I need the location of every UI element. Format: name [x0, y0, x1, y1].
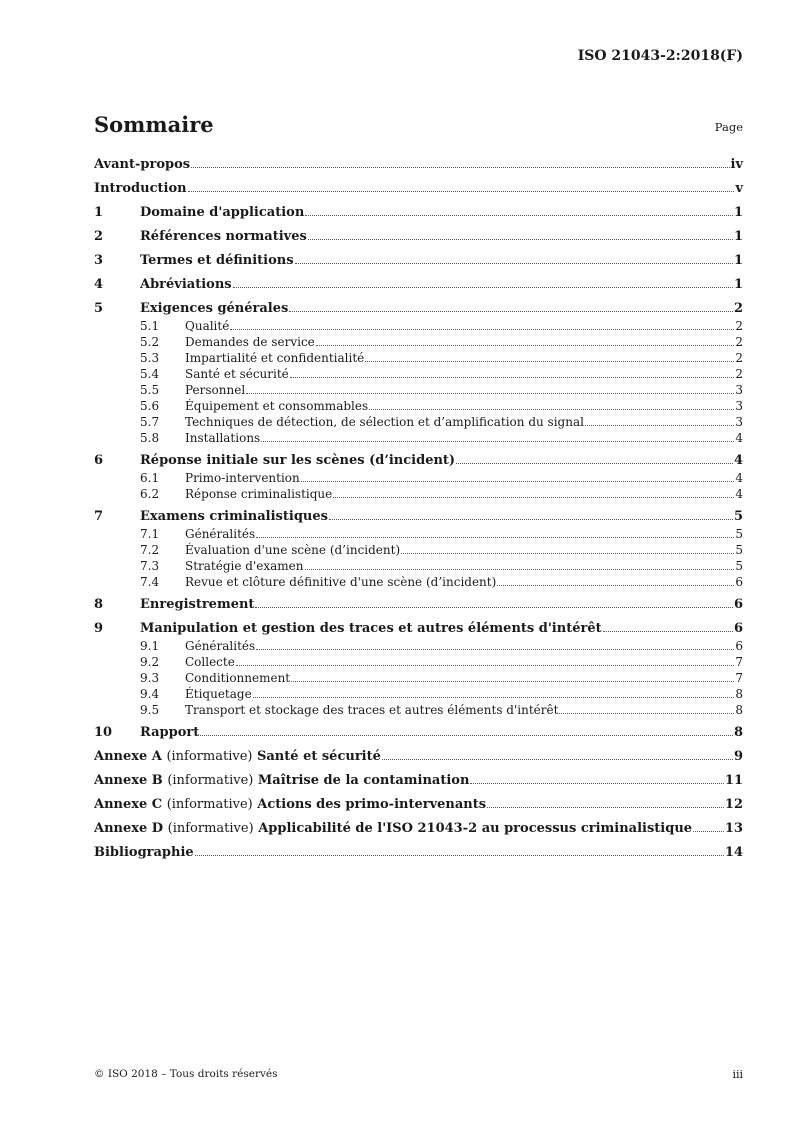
toc-entry-number: 7.3	[140, 559, 160, 573]
dot-leader	[497, 585, 734, 586]
toc-entry[interactable]	[94, 334, 743, 350]
toc-entry-title	[94, 748, 381, 766]
toc-entry-title: Rapport	[140, 725, 200, 740]
toc-entry-page: 5	[735, 527, 743, 541]
toc-entry-page: 2	[735, 351, 743, 365]
toc-entry-number: 5.1	[140, 319, 160, 333]
toc-entry-page: iv	[730, 157, 743, 172]
toc-entry-number: 5.2	[140, 335, 160, 349]
toc-entry-title: Généralités	[185, 527, 256, 541]
toc-entry[interactable]	[94, 670, 743, 686]
toc-entry-number: 5.8	[140, 431, 160, 445]
toc-entry-page: 4	[735, 487, 743, 501]
toc-entry-number: 9.5	[140, 703, 160, 717]
toc-entry-title: Qualité	[185, 319, 230, 333]
toc-entry[interactable]	[94, 686, 743, 702]
dot-leader	[195, 855, 724, 856]
toc-entry-page: 2	[735, 319, 743, 333]
dot-leader	[295, 263, 733, 264]
toc-entry[interactable]	[94, 542, 743, 558]
toc-entry-number: 3	[94, 253, 104, 268]
toc-entry[interactable]	[94, 638, 743, 654]
dot-leader	[585, 425, 734, 426]
toc-entry-page: 8	[733, 725, 743, 740]
toc-entry-page: 7	[735, 655, 743, 669]
dot-leader	[559, 713, 734, 714]
toc-entry-number: 4	[94, 277, 104, 292]
toc-entry-title: Avant-propos	[94, 157, 191, 172]
dot-leader	[291, 681, 734, 682]
toc-entry-number: 7.2	[140, 543, 160, 557]
toc-entry-page: 12	[724, 797, 743, 812]
toc-entry-title: Références normatives	[140, 229, 307, 244]
toc-entry-page: 1	[733, 229, 743, 244]
toc-entry-page: 8	[735, 703, 743, 717]
toc-entry-number: 7.1	[140, 527, 160, 541]
dot-leader	[301, 481, 735, 482]
toc-entry-title: Primo-intervention	[185, 471, 300, 485]
toc-entry[interactable]	[94, 204, 743, 222]
toc-entry-title: Termes et définitions	[140, 253, 294, 268]
toc-entry-title: Équipement et consommables	[185, 399, 369, 413]
toc-entry-title	[94, 820, 692, 838]
toc-entry[interactable]	[94, 844, 743, 862]
toc-entry-page: 6	[735, 639, 743, 653]
toc-entry-title	[94, 796, 486, 814]
toc-entry-title: Installations	[185, 431, 261, 445]
dot-leader	[308, 239, 733, 240]
toc-entry[interactable]	[94, 558, 743, 574]
toc-entry-page: 2	[735, 335, 743, 349]
dot-leader	[246, 393, 734, 394]
dot-leader	[369, 409, 734, 410]
annex-label: Annexe A	[94, 749, 162, 764]
toc-entry-number: 8	[94, 597, 104, 612]
toc-entry[interactable]	[94, 300, 743, 318]
toc-entry-number: 6	[94, 453, 104, 468]
dot-leader	[603, 631, 733, 632]
toc-entry[interactable]	[94, 772, 743, 790]
toc-entry-title: Personnel	[185, 383, 246, 397]
table-of-contents	[94, 156, 743, 862]
toc-entry[interactable]	[94, 796, 743, 814]
dot-leader	[253, 697, 735, 698]
toc-entry-page: 4	[735, 431, 743, 445]
toc-entry-page: 14	[724, 845, 743, 860]
toc-entry-number: 7	[94, 509, 104, 524]
toc-entry-title: Transport et stockage des traces et autres éléments d'intérêt	[185, 703, 559, 717]
dot-leader	[256, 649, 734, 650]
toc-entry[interactable]	[94, 228, 743, 246]
toc-entry[interactable]	[94, 382, 743, 398]
toc-entry-number: 5.3	[140, 351, 160, 365]
toc-entry-page: 3	[735, 399, 743, 413]
dot-leader	[382, 759, 733, 760]
toc-entry-number: 9.3	[140, 671, 160, 685]
toc-entry-number: 2	[94, 229, 104, 244]
toc-entry[interactable]	[94, 702, 743, 718]
annex-note: (informative)	[166, 749, 253, 764]
toc-entry[interactable]	[94, 252, 743, 270]
toc-entry-title: Enregistrement	[140, 597, 255, 612]
toc-entry-page: v	[735, 181, 743, 196]
dot-leader	[236, 665, 735, 666]
toc-entry[interactable]	[94, 724, 743, 742]
toc-entry-number: 5.7	[140, 415, 160, 429]
toc-entry-number: 6.1	[140, 471, 160, 485]
toc-entry[interactable]	[94, 156, 743, 174]
toc-entry-page: 3	[735, 383, 743, 397]
toc-entry[interactable]	[94, 414, 743, 430]
toc-entry-title: Manipulation et gestion des traces et autres éléments d'intérêt	[140, 621, 602, 636]
dot-leader	[316, 345, 735, 346]
toc-entry-title: Domaine d'application	[140, 205, 305, 220]
dot-leader	[290, 377, 735, 378]
toc-entry[interactable]	[94, 398, 743, 414]
toc-entry-title: Stratégie d'examen	[185, 559, 304, 573]
toc-entry-page: 5	[733, 509, 743, 524]
toc-entry[interactable]	[94, 470, 743, 486]
toc-entry[interactable]	[94, 430, 743, 446]
toc-entry[interactable]	[94, 508, 743, 526]
annex-title: Applicabilité de l'ISO 21043-2 au processus criminalistique	[258, 821, 693, 836]
dot-leader	[305, 215, 733, 216]
dot-leader	[230, 329, 734, 330]
dot-leader	[289, 311, 733, 312]
page-column-label: Page	[714, 120, 743, 134]
annex-label: Annexe C	[94, 797, 163, 812]
toc-entry-title: Examens criminalistiques	[140, 509, 328, 524]
toc-entry-page: 9	[733, 749, 743, 764]
toc-entry-number: 6.2	[140, 487, 160, 501]
toc-entry[interactable]	[94, 748, 743, 766]
toc-entry-title: Réponse criminalistique	[185, 487, 333, 501]
toc-entry-page: 2	[735, 367, 743, 381]
toc-entry-page: 4	[735, 471, 743, 485]
toc-entry-title: Évaluation d'une scène (d’incident)	[185, 543, 401, 557]
dot-leader	[233, 287, 733, 288]
toc-entry-title: Exigences générales	[140, 301, 289, 316]
annex-note: (informative)	[167, 773, 254, 788]
toc-entry-title: Bibliographie	[94, 845, 194, 860]
toc-entry[interactable]	[94, 620, 743, 638]
toc-entry-title: Collecte	[185, 655, 235, 669]
toc-entry-page: 1	[733, 253, 743, 268]
dot-leader	[487, 807, 724, 808]
toc-entry-page: 1	[733, 205, 743, 220]
toc-entry[interactable]	[94, 318, 743, 334]
dot-leader	[456, 463, 733, 464]
annex-label: Annexe D	[94, 821, 164, 836]
toc-entry-title	[94, 772, 469, 790]
dot-leader	[261, 441, 734, 442]
page-title: Sommaire	[94, 112, 214, 137]
toc-entry-number: 5.6	[140, 399, 160, 413]
dot-leader	[200, 735, 733, 736]
toc-entry-title: Introduction	[94, 181, 187, 196]
toc-entry-title: Réponse initiale sur les scènes (d’incident)	[140, 453, 456, 468]
toc-entry-page: 7	[735, 671, 743, 685]
dot-leader	[693, 831, 724, 832]
dot-leader	[365, 361, 734, 362]
toc-entry[interactable]	[94, 654, 743, 670]
toc-entry-title: Santé et sécurité	[185, 367, 289, 381]
dot-leader	[188, 191, 735, 192]
toc-entry-number: 9	[94, 621, 104, 636]
toc-entry-page: 11	[724, 773, 743, 788]
toc-entry[interactable]	[94, 180, 743, 198]
toc-entry-page: 6	[735, 575, 743, 589]
toc-entry-page: 13	[724, 821, 743, 836]
dot-leader	[470, 783, 723, 784]
footer-copyright: © ISO 2018 – Tous droits réservés	[94, 1068, 278, 1080]
toc-entry-page: 6	[733, 621, 743, 636]
toc-entry-title: Techniques de détection, de sélection et d’amplification du signal	[185, 415, 584, 429]
dot-leader	[255, 607, 733, 608]
document-header-id: ISO 21043-2:2018(F)	[577, 48, 743, 64]
annex-title: Actions des primo-intervenants	[257, 797, 487, 812]
toc-entry[interactable]	[94, 276, 743, 294]
dot-leader	[329, 519, 733, 520]
toc-entry-title: Étiquetage	[185, 687, 252, 701]
toc-entry-title: Impartialité et confidentialité	[185, 351, 365, 365]
toc-entry[interactable]	[94, 366, 743, 382]
toc-entry-page: 6	[733, 597, 743, 612]
toc-entry-page: 1	[733, 277, 743, 292]
toc-entry[interactable]	[94, 820, 743, 838]
toc-entry[interactable]	[94, 526, 743, 542]
toc-entry-page: 8	[735, 687, 743, 701]
toc-entry-title: Revue et clôture définitive d'une scène (d’incident)	[185, 575, 497, 589]
toc-entry-page: 4	[733, 453, 743, 468]
footer-page-number: iii	[732, 1068, 743, 1081]
toc-entry[interactable]	[94, 574, 743, 590]
dot-leader	[333, 497, 734, 498]
toc-entry-page: 2	[733, 301, 743, 316]
toc-entry[interactable]	[94, 596, 743, 614]
toc-entry-title: Généralités	[185, 639, 256, 653]
annex-title: Santé et sécurité	[257, 749, 381, 764]
annex-note: (informative)	[167, 821, 254, 836]
toc-entry-number: 9.1	[140, 639, 160, 653]
annex-title: Maîtrise de la contamination	[257, 773, 470, 788]
annex-note: (informative)	[166, 797, 253, 812]
toc-entry-page: 5	[735, 559, 743, 573]
toc-entry-number: 5.4	[140, 367, 160, 381]
toc-entry-number: 10	[94, 725, 113, 740]
dot-leader	[256, 537, 734, 538]
dot-leader	[305, 569, 735, 570]
toc-entry-number: 5.5	[140, 383, 160, 397]
toc-entry-page: 5	[735, 543, 743, 557]
toc-entry-number: 7.4	[140, 575, 160, 589]
toc-entry-page: 3	[735, 415, 743, 429]
toc-entry-number: 5	[94, 301, 104, 316]
toc-entry[interactable]	[94, 452, 743, 470]
toc-entry-number: 9.4	[140, 687, 160, 701]
toc-entry-title: Conditionnement	[185, 671, 291, 685]
annex-label: Annexe B	[94, 773, 163, 788]
toc-entry-number: 9.2	[140, 655, 160, 669]
toc-entry[interactable]	[94, 350, 743, 366]
toc-entry[interactable]	[94, 486, 743, 502]
toc-entry-title: Demandes de service	[185, 335, 315, 349]
toc-entry-number: 1	[94, 205, 104, 220]
dot-leader	[401, 553, 734, 554]
dot-leader	[191, 167, 729, 168]
toc-entry-title: Abréviations	[140, 277, 232, 292]
